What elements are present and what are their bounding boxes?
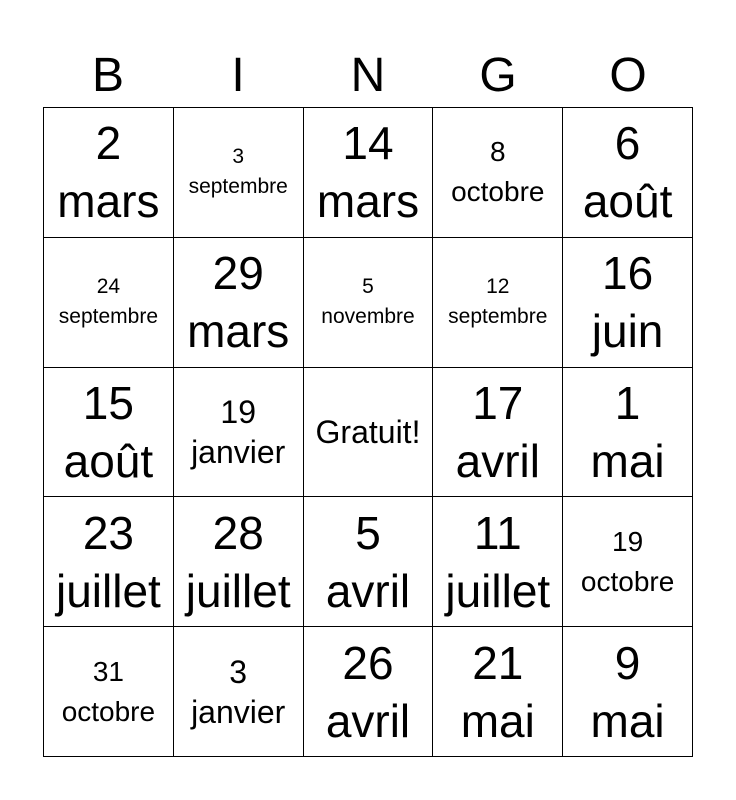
header-letter-n: N bbox=[350, 49, 386, 102]
bingo-cell[interactable]: 3 septembre bbox=[174, 108, 304, 238]
header-letter-g: G bbox=[479, 49, 517, 102]
bingo-cell[interactable]: 19 octobre bbox=[563, 497, 693, 627]
bingo-cell[interactable]: 12 septembre bbox=[433, 238, 563, 368]
bingo-cell[interactable]: 1 mai bbox=[563, 368, 693, 498]
bingo-cell[interactable]: 5 novembre bbox=[304, 238, 434, 368]
bingo-cell[interactable]: 8 octobre bbox=[433, 108, 563, 238]
bingo-cell[interactable]: 19 janvier bbox=[174, 368, 304, 498]
bingo-cell[interactable]: 26 avril bbox=[304, 627, 434, 757]
bingo-header bbox=[43, 46, 693, 106]
header-letter-i: I bbox=[231, 49, 245, 102]
bingo-cell[interactable]: 15 août bbox=[44, 368, 174, 498]
bingo-cell[interactable]: 21 mai bbox=[433, 627, 563, 757]
bingo-board bbox=[43, 107, 693, 757]
bingo-cell[interactable]: 14 mars bbox=[304, 108, 434, 238]
bingo-cell[interactable]: 9 mai bbox=[563, 627, 693, 757]
bingo-cell[interactable]: 6 août bbox=[563, 108, 693, 238]
free-space-cell[interactable]: Gratuit! bbox=[304, 368, 434, 498]
bingo-cell[interactable]: 5 avril bbox=[304, 497, 434, 627]
header-letter-o: O bbox=[609, 49, 647, 102]
bingo-cell[interactable]: 29 mars bbox=[174, 238, 304, 368]
bingo-cell[interactable]: 3 janvier bbox=[174, 627, 304, 757]
bingo-cell[interactable]: 24 septembre bbox=[44, 238, 174, 368]
header-letter-b: B bbox=[91, 49, 124, 102]
bingo-cell[interactable]: 28 juillet bbox=[174, 497, 304, 627]
bingo-cell[interactable]: 31 octobre bbox=[44, 627, 174, 757]
bingo-cell[interactable]: 17 avril bbox=[433, 368, 563, 498]
bingo-cell[interactable]: 16 juin bbox=[563, 238, 693, 368]
bingo-cell[interactable]: 23 juillet bbox=[44, 497, 174, 627]
bingo-cell[interactable]: 2 mars bbox=[44, 108, 174, 238]
bingo-cell[interactable]: 11 juillet bbox=[433, 497, 563, 627]
